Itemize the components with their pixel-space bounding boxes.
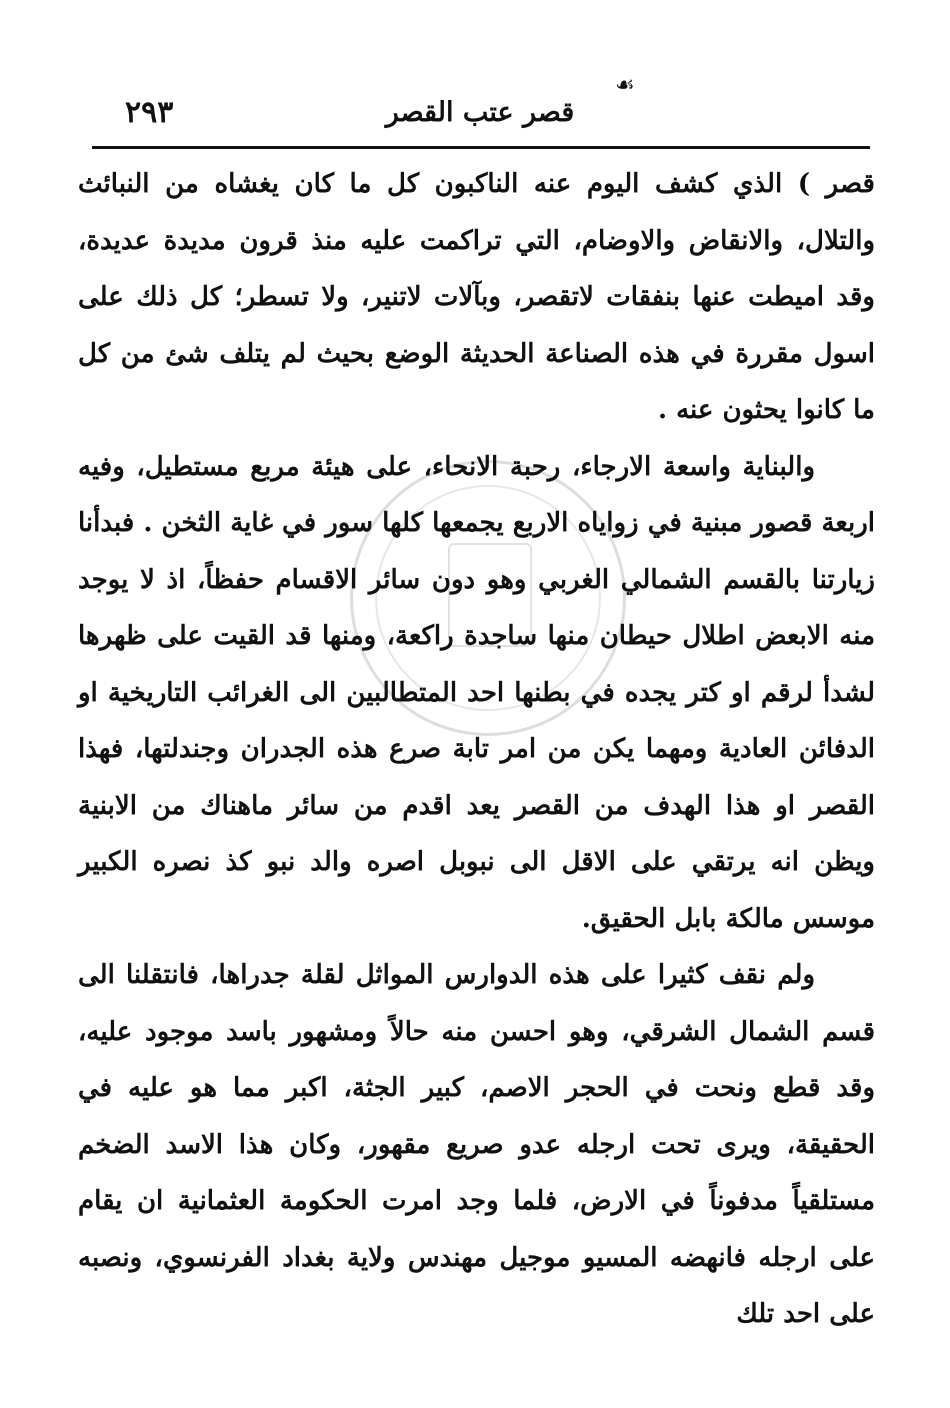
page-header	[95, 73, 865, 143]
header-rule	[92, 146, 870, 149]
page-number: ٢٩٣	[125, 95, 174, 130]
paragraph-3: ولم نقف كثيرا على هذه الدوارس المواثل لقلة جدراها، فانتقلنا الى قسم الشمال الشرقي، وهو احسن منه حالاً ومشهور باسد موجود عليه، وقد قطع ونحت في الحجر الاصم، كبير الجثة، اكبر مما هو عليه في الحقيقة، ويرى تحت ارجله عدو صريع مقهور، وكان هذا الاسد الضخم مستلقياً مدفوناً في الارض، فلما وجد امرت الحكومة العثمانية ان يقام على ارجله فانهضه المسيو موجيل مهندس ولاية بغداد الفرنسوي، ونصبه على احد تلك	[78, 960, 875, 1329]
page-body	[78, 156, 875, 1343]
running-title: قصر عتب القصر	[385, 97, 575, 128]
paragraph-2: والبناية واسعة الارجاء، رحبة الانحاء، على هيئة مربع مستطيل، وفيه اربعة قصور مبنية في زواياه الاربع يجمعها كلها سور في غاية الثخن . فبدأنا زيارتنا بالقسم الشمالي الغربي وهو دون سائر الاقسام حفظاً، اذ لا يوجد منه الابعض اطلال حيطان منها ساجدة راكعة، ومنها قد القيت على ظهرها لشدأ لرقم او كتر يجده في بطنها احد المتطالبين الى الغرائب التاريخية او الدفائن العادية ومهما يكن من امر تابة صرع هذه الجدران وجندلتها، فهذا القصر او هذا الهدف من القصر يعد اقدم من سائر ماهناك من الابنية ويظن انه يرتقي على الاقل الى نبوبل اصره والد نبو كذ نصره الكبير موسس مالكة بابل الحقيق.	[78, 451, 875, 934]
paragraph-1: قصر ) الذي كشف اليوم عنه الناكبون كل ما كان يغشاه من النبائث والتلال، والانقاض والاوضام، التي تراكمت عليه منذ قرون مديدة عديدة، وقد اميطت عنها بنفقات لاتقصر، وبآلات لاتنير، ولا تسطر؛ كل ذلك على اسول مقررة في هذه الصناعة الحديثة الوضع بحيث لم يتلف شئ من كل ما كانوا يحثون عنه .	[78, 169, 875, 425]
ornament-icon: ☙	[615, 73, 635, 98]
